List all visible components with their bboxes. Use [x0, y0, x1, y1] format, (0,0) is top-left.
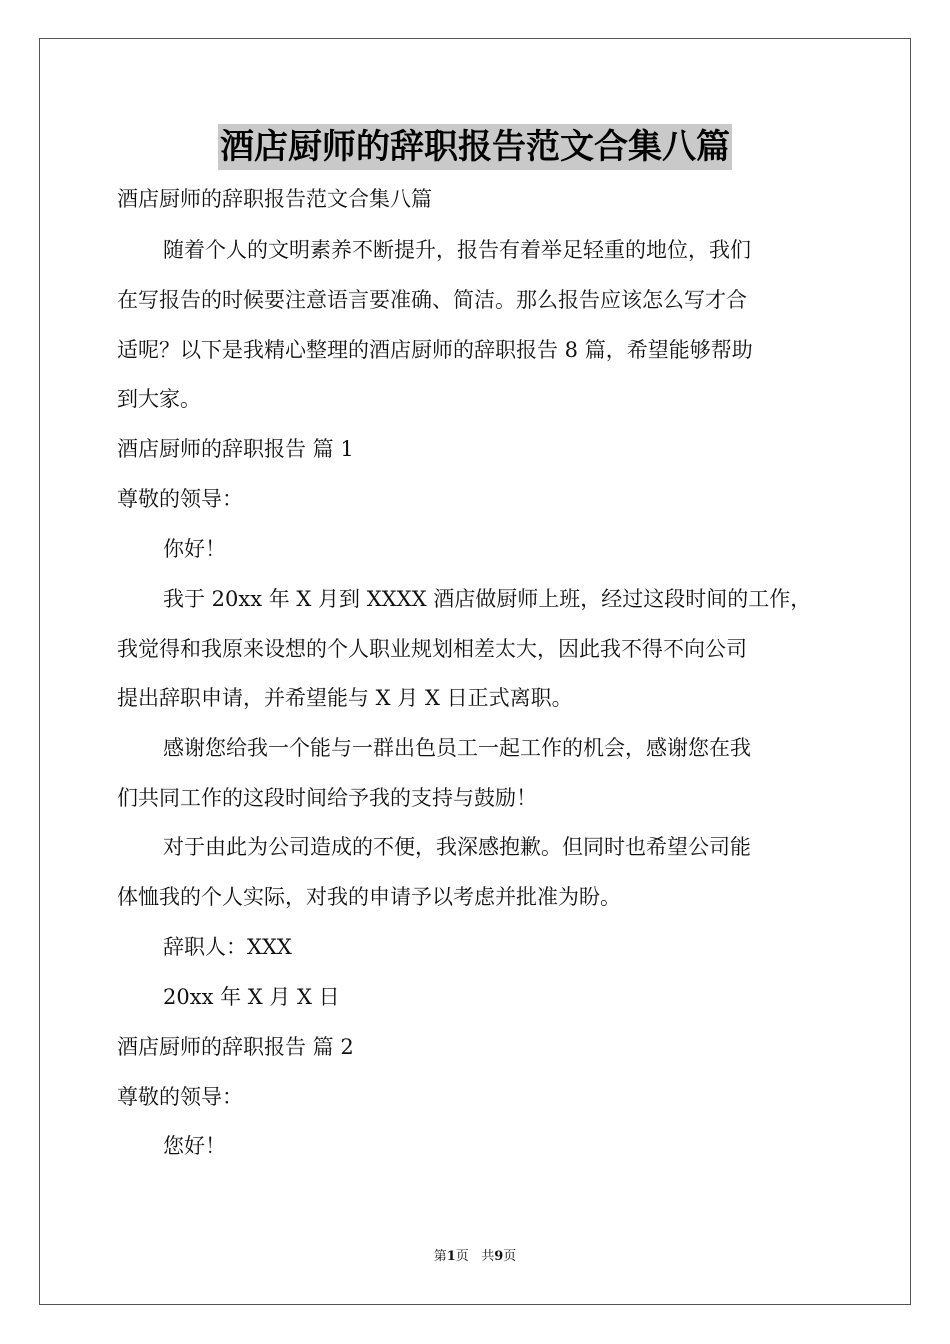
footer-total-suffix: 页	[503, 1249, 517, 1264]
paragraph-line: 对于由此为公司造成的不便，我深感抱歉。但同时也希望公司能	[163, 835, 751, 859]
page-border	[39, 38, 911, 1305]
footer-total-prefix: 共	[481, 1249, 495, 1264]
footer-total-pages: 9	[494, 1249, 504, 1264]
date-line: 20xx 年 X 月 X 日	[163, 985, 340, 1009]
greeting: 您好！	[163, 1134, 226, 1158]
footer-page-prefix: 第	[433, 1249, 447, 1264]
signature-line: 辞职人：XXX	[163, 935, 292, 959]
salutation: 尊敬的领导：	[117, 487, 243, 511]
page-footer	[0, 1248, 950, 1266]
section-heading: 酒店厨师的辞职报告 篇 1	[117, 437, 354, 461]
paragraph-line: 在写报告的时候要注意语言要准确、简洁。那么报告应该怎么写才合	[117, 288, 747, 312]
subtitle-line: 酒店厨师的辞职报告范文合集八篇	[117, 187, 432, 211]
paragraph-line: 我觉得和我原来设想的个人职业规划相差太大，因此我不得不向公司	[117, 637, 747, 661]
footer-page-number: 1	[446, 1249, 456, 1264]
paragraph-line: 感谢您给我一个能与一群出色员工一起工作的机会，感谢您在我	[163, 736, 751, 760]
title-container	[0, 124, 950, 170]
paragraph-line: 体恤我的个人实际，对我的申请予以考虑并批准为盼。	[117, 885, 621, 909]
paragraph-line: 适呢？以下是我精心整理的酒店厨师的辞职报告 8 篇，希望能够帮助	[117, 338, 753, 362]
paragraph-line: 随着个人的文明素养不断提升，报告有着举足轻重的地位，我们	[163, 238, 751, 262]
salutation: 尊敬的领导：	[117, 1085, 243, 1109]
section-heading: 酒店厨师的辞职报告 篇 2	[117, 1035, 354, 1059]
footer-page-suffix: 页	[455, 1249, 469, 1264]
paragraph-line: 到大家。	[117, 387, 201, 411]
document-title: 酒店厨师的辞职报告范文合集八篇	[218, 124, 732, 170]
greeting: 你好！	[163, 537, 226, 561]
paragraph-line: 提出辞职申请，并希望能与 X 月 X 日正式离职。	[117, 686, 573, 710]
paragraph-line: 我于 20xx 年 X 月到 XXXX 酒店做厨师上班，经过这段时间的工作，	[163, 587, 812, 611]
paragraph-line: 们共同工作的这段时间给予我的支持与鼓励！	[117, 786, 537, 810]
